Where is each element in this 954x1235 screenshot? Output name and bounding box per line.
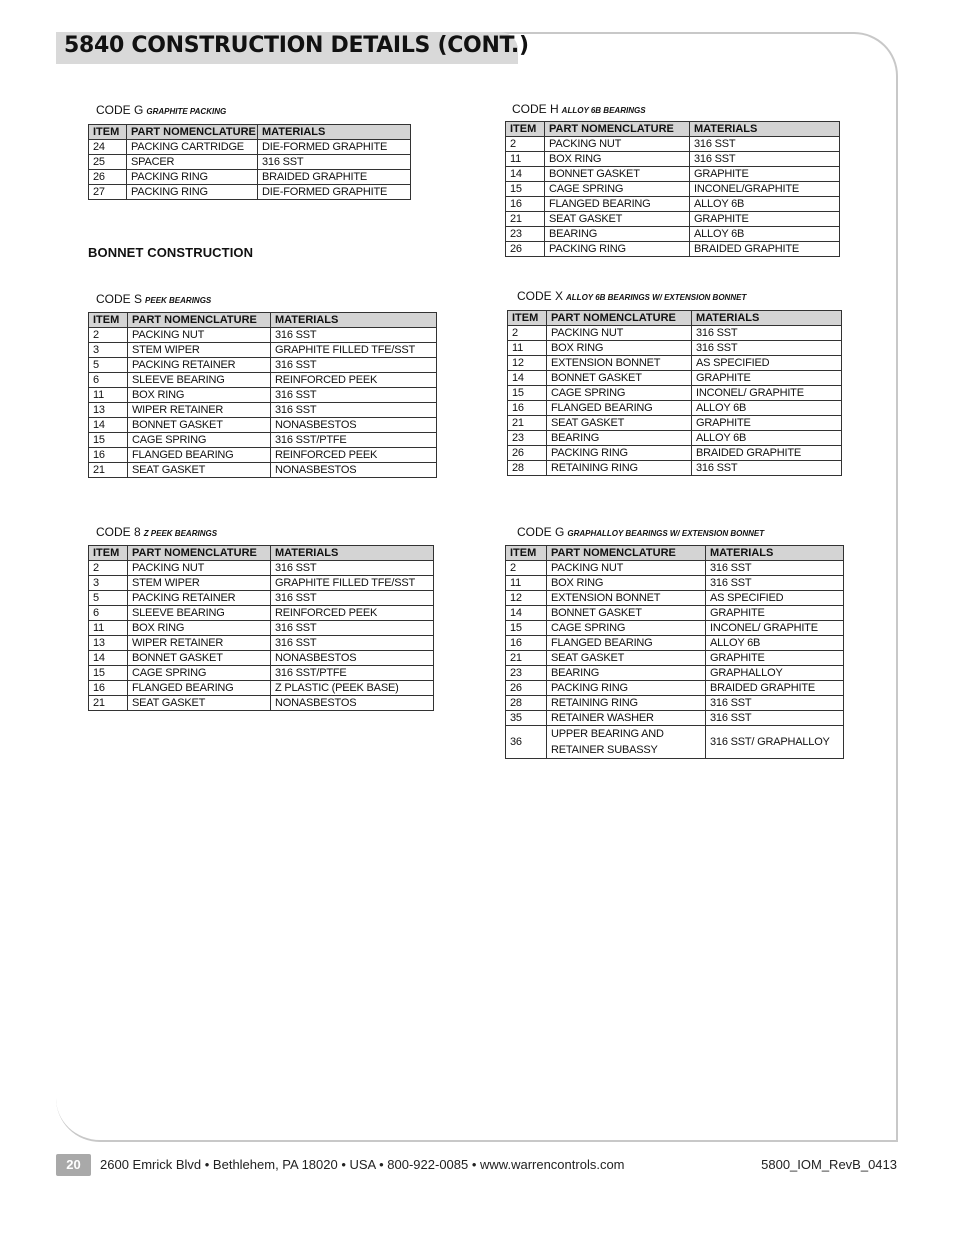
part-name: BONNET GASKET xyxy=(547,606,706,621)
material: BRAIDED GRAPHITE xyxy=(690,242,840,257)
item-number: 16 xyxy=(89,681,128,696)
material: GRAPHITE FILLED TFE/SST xyxy=(271,576,434,591)
section-heading: BONNET CONSTRUCTION xyxy=(88,245,254,260)
item-number: 23 xyxy=(506,666,547,681)
item-number: 11 xyxy=(506,152,545,167)
part-name: BOX RING xyxy=(547,341,692,356)
code-h-label xyxy=(512,102,646,116)
part-name: FLANGED BEARING xyxy=(547,636,706,651)
material: 316 SST xyxy=(706,711,844,726)
item-number: 6 xyxy=(89,373,128,388)
material: 316 SST xyxy=(690,152,840,167)
header-item: ITEM xyxy=(89,546,128,561)
part-name: RETAINING RING xyxy=(547,696,706,711)
table-row xyxy=(508,371,842,386)
table-row xyxy=(506,606,844,621)
part-name: SLEEVE BEARING xyxy=(128,373,271,388)
part-name: PACKING RETAINER xyxy=(128,358,271,373)
item-number: 16 xyxy=(506,197,545,212)
material: NONASBESTOS xyxy=(271,651,434,666)
item-number: 21 xyxy=(506,212,545,227)
table-header-row xyxy=(89,546,434,561)
table-row xyxy=(506,621,844,636)
material: DIE-FORMED GRAPHITE xyxy=(258,185,411,200)
footer-address: 2600 Emrick Blvd • Bethlehem, PA 18020 • USA • 800-922-0085 • www.warrencontrols.com xyxy=(100,1157,625,1172)
code-description: PEEK BEARINGS xyxy=(145,296,212,305)
header-part-nomenclature: PART NOMENCLATURE xyxy=(547,311,692,326)
header-item: ITEM xyxy=(506,122,545,137)
header-part-nomenclature: PART NOMENCLATURE xyxy=(547,546,706,561)
header-materials: MATERIALS xyxy=(271,313,437,328)
material: 316 SST/PTFE xyxy=(271,666,434,681)
part-name: BOX RING xyxy=(545,152,690,167)
header-materials: MATERIALS xyxy=(258,125,411,140)
material: ALLOY 6B xyxy=(692,431,842,446)
material: AS SPECIFIED xyxy=(692,356,842,371)
part-name: PACKING NUT xyxy=(547,326,692,341)
part-name: PACKING NUT xyxy=(545,137,690,152)
part-name: CAGE SPRING xyxy=(547,386,692,401)
code-8-label xyxy=(96,525,217,539)
item-number: 23 xyxy=(506,227,545,242)
item-number: 3 xyxy=(89,576,128,591)
material: 316 SST xyxy=(271,403,437,418)
item-number: 23 xyxy=(508,431,547,446)
material: 316 SST xyxy=(692,461,842,476)
code-name: CODE H xyxy=(512,102,559,116)
table-row xyxy=(89,606,434,621)
table-code-s xyxy=(88,312,437,478)
header-part-nomenclature: PART NOMENCLATURE xyxy=(545,122,690,137)
table-code-g-graphalloy xyxy=(505,545,844,759)
table-row xyxy=(89,636,434,651)
material: NONASBESTOS xyxy=(271,696,434,711)
header-part-nomenclature: PART NOMENCLATURE xyxy=(128,546,271,561)
table-row xyxy=(89,448,437,463)
part-name: STEM WIPER xyxy=(128,343,271,358)
item-number: 27 xyxy=(89,185,127,200)
part-name: SEAT GASKET xyxy=(547,416,692,431)
material: GRAPHITE FILLED TFE/SST xyxy=(271,343,437,358)
table-row xyxy=(89,591,434,606)
item-number: 28 xyxy=(508,461,547,476)
header-item: ITEM xyxy=(506,546,547,561)
table-header-row xyxy=(506,122,840,137)
part-name: SEAT GASKET xyxy=(545,212,690,227)
material: 316 SST xyxy=(690,137,840,152)
item-number: 14 xyxy=(508,371,547,386)
material: 316 SST xyxy=(271,328,437,343)
material: 316 SST xyxy=(258,155,411,170)
table-code-8 xyxy=(88,545,434,711)
table-row xyxy=(508,446,842,461)
material: BRAIDED GRAPHITE xyxy=(258,170,411,185)
material: 316 SST xyxy=(271,358,437,373)
header-materials: MATERIALS xyxy=(690,122,840,137)
item-number: 15 xyxy=(89,666,128,681)
item-number: 5 xyxy=(89,591,128,606)
material: NONASBESTOS xyxy=(271,418,437,433)
part-name: BONNET GASKET xyxy=(545,167,690,182)
part-name: PACKING NUT xyxy=(128,328,271,343)
material: GRAPHALLOY xyxy=(706,666,844,681)
table-row xyxy=(506,137,840,152)
part-name: RETAINER WASHER xyxy=(547,711,706,726)
code-name: CODE 8 xyxy=(96,525,141,539)
part-name: SEAT GASKET xyxy=(128,696,271,711)
item-number: 21 xyxy=(508,416,547,431)
item-number: 21 xyxy=(89,463,128,478)
item-number: 6 xyxy=(89,606,128,621)
item-number: 2 xyxy=(89,328,128,343)
material: GRAPHITE xyxy=(692,416,842,431)
table-row xyxy=(89,155,411,170)
part-name: PACKING NUT xyxy=(128,561,271,576)
item-number: 35 xyxy=(506,711,547,726)
material: REINFORCED PEEK xyxy=(271,448,437,463)
material: INCONEL/ GRAPHITE xyxy=(692,386,842,401)
item-number: 26 xyxy=(89,170,127,185)
table-row xyxy=(506,696,844,711)
code-name: CODE S xyxy=(96,292,143,306)
item-number: 3 xyxy=(89,343,128,358)
code-name: CODE G xyxy=(517,525,565,539)
material: BRAIDED GRAPHITE xyxy=(706,681,844,696)
table-row xyxy=(506,212,840,227)
table-row xyxy=(508,386,842,401)
code-name: CODE X xyxy=(517,289,564,303)
part-name: PACKING RING xyxy=(127,185,258,200)
item-number: 15 xyxy=(89,433,128,448)
table-row xyxy=(89,403,437,418)
table-row xyxy=(89,328,437,343)
table-header-row xyxy=(508,311,842,326)
header-item: ITEM xyxy=(508,311,547,326)
material: 316 SST xyxy=(706,576,844,591)
table-row xyxy=(89,621,434,636)
table-row xyxy=(89,388,437,403)
part-name: PACKING RING xyxy=(547,681,706,696)
part-name: FLANGED BEARING xyxy=(128,681,271,696)
item-number: 25 xyxy=(89,155,127,170)
item-number: 14 xyxy=(506,167,545,182)
material: 316 SST xyxy=(271,621,434,636)
material: 316 SST xyxy=(271,591,434,606)
part-name: BEARING xyxy=(547,666,706,681)
code-g-graphalloy-label xyxy=(517,525,764,539)
material: 316 SST xyxy=(271,561,434,576)
part-name: CAGE SPRING xyxy=(128,433,271,448)
material: GRAPHITE xyxy=(690,167,840,182)
table-row xyxy=(506,242,840,257)
part-name: BONNET GASKET xyxy=(547,371,692,386)
table-row xyxy=(506,726,844,759)
table-row xyxy=(506,636,844,651)
part-name: FLANGED BEARING xyxy=(545,197,690,212)
table-row xyxy=(89,463,437,478)
table-row xyxy=(89,651,434,666)
table-row xyxy=(506,561,844,576)
item-number: 14 xyxy=(89,651,128,666)
item-number: 15 xyxy=(506,182,545,197)
part-name: SLEEVE BEARING xyxy=(128,606,271,621)
code-g-packing-label xyxy=(96,103,226,117)
part-name: UPPER BEARING AND RETAINER SUBASSY xyxy=(547,726,706,759)
part-name: EXTENSION BONNET xyxy=(547,591,706,606)
table-row xyxy=(508,401,842,416)
material: AS SPECIFIED xyxy=(706,591,844,606)
code-description: GRAPHALLOY BEARINGS W/ EXTENSION BONNET xyxy=(567,529,765,538)
material: Z PLASTIC (PEEK BASE) xyxy=(271,681,434,696)
table-row xyxy=(89,373,437,388)
item-number: 12 xyxy=(508,356,547,371)
code-name: CODE G xyxy=(96,103,144,117)
table-row xyxy=(89,170,411,185)
material: 316 SST xyxy=(271,636,434,651)
part-name: WIPER RETAINER xyxy=(128,636,271,651)
item-number: 26 xyxy=(508,446,547,461)
item-number: 13 xyxy=(89,636,128,651)
part-name: SEAT GASKET xyxy=(128,463,271,478)
item-number: 26 xyxy=(506,681,547,696)
table-row xyxy=(508,326,842,341)
item-number: 24 xyxy=(89,140,127,155)
material: INCONEL/ GRAPHITE xyxy=(706,621,844,636)
material: BRAIDED GRAPHITE xyxy=(692,446,842,461)
table-row xyxy=(89,358,437,373)
material: 316 SST/ GRAPHALLOY xyxy=(706,726,844,759)
item-number: 5 xyxy=(89,358,128,373)
table-row xyxy=(506,681,844,696)
item-number: 28 xyxy=(506,696,547,711)
part-name: BEARING xyxy=(547,431,692,446)
material: NONASBESTOS xyxy=(271,463,437,478)
material: GRAPHITE xyxy=(706,651,844,666)
table-row xyxy=(89,343,437,358)
item-number: 14 xyxy=(506,606,547,621)
item-number: 2 xyxy=(89,561,128,576)
table-code-g-packing xyxy=(88,124,411,200)
header-item: ITEM xyxy=(89,125,127,140)
table-row xyxy=(506,576,844,591)
header-part-nomenclature: PART NOMENCLATURE xyxy=(127,125,258,140)
part-name: EXTENSION BONNET xyxy=(547,356,692,371)
table-row xyxy=(508,356,842,371)
table-row xyxy=(506,167,840,182)
material: ALLOY 6B xyxy=(692,401,842,416)
part-name: BOX RING xyxy=(128,388,271,403)
code-description: Z PEEK BEARINGS xyxy=(143,529,218,538)
code-s-label xyxy=(96,292,211,306)
table-row xyxy=(508,461,842,476)
part-name: WIPER RETAINER xyxy=(128,403,271,418)
part-name: PACKING CARTRIDGE xyxy=(127,140,258,155)
material: DIE-FORMED GRAPHITE xyxy=(258,140,411,155)
table-header-row xyxy=(89,313,437,328)
part-name: BOX RING xyxy=(128,621,271,636)
table-code-h xyxy=(505,121,840,257)
material: GRAPHITE xyxy=(692,371,842,386)
header-item: ITEM xyxy=(89,313,128,328)
part-name: FLANGED BEARING xyxy=(547,401,692,416)
part-name: PACKING RETAINER xyxy=(128,591,271,606)
item-number: 2 xyxy=(506,137,545,152)
material: GRAPHITE xyxy=(706,606,844,621)
part-name: PACKING NUT xyxy=(547,561,706,576)
table-row xyxy=(506,651,844,666)
material: 316 SST xyxy=(271,388,437,403)
table-row xyxy=(508,431,842,446)
part-name: PACKING RING xyxy=(547,446,692,461)
page-title: 5840 CONSTRUCTION DETAILS (CONT.) xyxy=(64,33,529,58)
part-name: SPACER xyxy=(127,155,258,170)
table-row xyxy=(508,341,842,356)
part-name: BOX RING xyxy=(547,576,706,591)
material: 316 SST xyxy=(706,561,844,576)
item-number: 11 xyxy=(508,341,547,356)
table-row xyxy=(506,182,840,197)
table-row xyxy=(506,666,844,681)
item-number: 15 xyxy=(506,621,547,636)
header-part-nomenclature: PART NOMENCLATURE xyxy=(128,313,271,328)
item-number: 11 xyxy=(506,576,547,591)
material: REINFORCED PEEK xyxy=(271,606,434,621)
item-number: 13 xyxy=(89,403,128,418)
part-name: FLANGED BEARING xyxy=(128,448,271,463)
table-header-row xyxy=(506,546,844,561)
item-number: 14 xyxy=(89,418,128,433)
material: 316 SST xyxy=(692,326,842,341)
part-name: BONNET GASKET xyxy=(128,418,271,433)
table-row xyxy=(89,185,411,200)
part-name: BONNET GASKET xyxy=(128,651,271,666)
item-number: 12 xyxy=(506,591,547,606)
part-name: RETAINING RING xyxy=(547,461,692,476)
table-row xyxy=(506,227,840,242)
item-number: 2 xyxy=(506,561,547,576)
material: REINFORCED PEEK xyxy=(271,373,437,388)
part-name: CAGE SPRING xyxy=(128,666,271,681)
item-number: 26 xyxy=(506,242,545,257)
table-row xyxy=(89,433,437,448)
part-name: BEARING xyxy=(545,227,690,242)
part-name: PACKING RING xyxy=(127,170,258,185)
table-row xyxy=(89,576,434,591)
table-row xyxy=(89,681,434,696)
code-description: GRAPHITE PACKING xyxy=(146,107,227,116)
material: INCONEL/GRAPHITE xyxy=(690,182,840,197)
material: 316 SST/PTFE xyxy=(271,433,437,448)
item-number: 2 xyxy=(508,326,547,341)
header-materials: MATERIALS xyxy=(692,311,842,326)
code-x-label xyxy=(517,289,746,303)
item-number: 21 xyxy=(89,696,128,711)
table-row xyxy=(89,696,434,711)
part-name: SEAT GASKET xyxy=(547,651,706,666)
code-description: ALLOY 6B BEARINGS W/ EXTENSION BONNET xyxy=(566,293,747,302)
page-number: 20 xyxy=(56,1154,91,1176)
part-name: PACKING RING xyxy=(545,242,690,257)
part-name: CAGE SPRING xyxy=(547,621,706,636)
item-number: 36 xyxy=(506,726,547,759)
code-description: ALLOY 6B BEARINGS xyxy=(561,106,646,115)
table-row xyxy=(89,666,434,681)
item-number: 15 xyxy=(508,386,547,401)
material: 316 SST xyxy=(692,341,842,356)
material: ALLOY 6B xyxy=(690,227,840,242)
material: ALLOY 6B xyxy=(706,636,844,651)
table-code-x xyxy=(507,310,842,476)
table-row xyxy=(506,197,840,212)
item-number: 16 xyxy=(89,448,128,463)
part-name: STEM WIPER xyxy=(128,576,271,591)
table-row xyxy=(89,418,437,433)
table-row xyxy=(506,711,844,726)
footer-doc-rev: 5800_IOM_RevB_0413 xyxy=(761,1157,897,1172)
table-row xyxy=(89,561,434,576)
part-name: CAGE SPRING xyxy=(545,182,690,197)
table-header-row xyxy=(89,125,411,140)
material: GRAPHITE xyxy=(690,212,840,227)
table-row xyxy=(89,140,411,155)
item-number: 11 xyxy=(89,388,128,403)
header-materials: MATERIALS xyxy=(271,546,434,561)
material: 316 SST xyxy=(706,696,844,711)
material: ALLOY 6B xyxy=(690,197,840,212)
table-row xyxy=(506,591,844,606)
item-number: 16 xyxy=(506,636,547,651)
table-row xyxy=(506,152,840,167)
item-number: 11 xyxy=(89,621,128,636)
item-number: 16 xyxy=(508,401,547,416)
table-row xyxy=(508,416,842,431)
header-materials: MATERIALS xyxy=(706,546,844,561)
item-number: 21 xyxy=(506,651,547,666)
